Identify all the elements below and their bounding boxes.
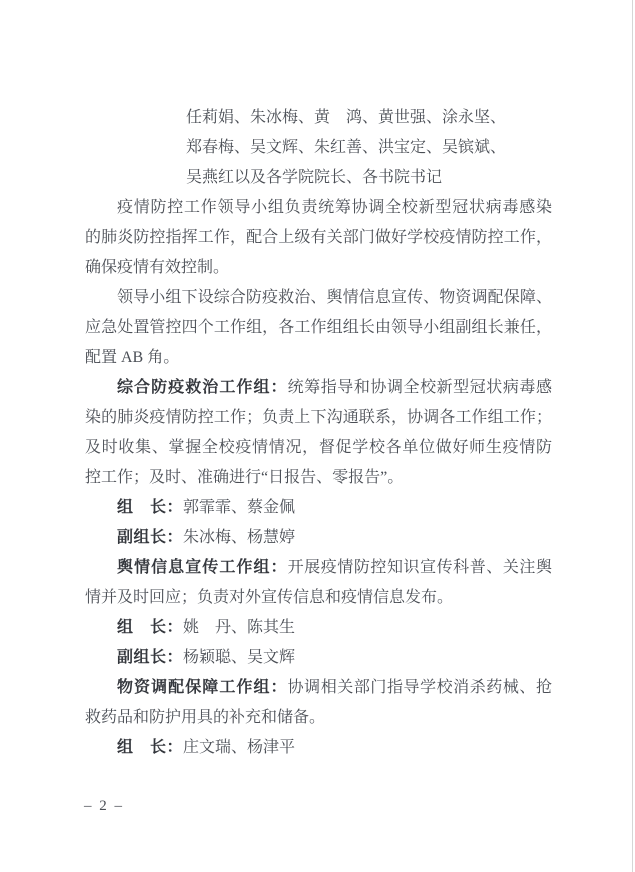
text-line xyxy=(85,223,552,253)
text-line xyxy=(85,193,552,223)
text-run: 朱冰梅、杨慧婷 xyxy=(183,529,296,546)
text-run: 确保疫情有效控制。 xyxy=(85,259,230,276)
text-line xyxy=(85,343,552,373)
group-label-bold: 舆情信息宣传工作组： xyxy=(117,559,288,576)
text-run: 开展疫情防控知识宣传科普、关注舆 xyxy=(287,559,552,576)
text-line xyxy=(85,433,552,463)
text-line xyxy=(85,373,552,403)
text-run: 疫情防控工作领导小组负责统筹协调全校新型冠状病毒感染 xyxy=(117,199,552,216)
text-run: 控工作；及时、准确进行“日报告、零报告”。 xyxy=(85,469,404,486)
page-number: – 2 – xyxy=(84,798,124,814)
text-line xyxy=(85,643,552,673)
text-line xyxy=(85,403,552,433)
text-line xyxy=(85,673,552,703)
text-run: 救药品和防护用具的补充和储备。 xyxy=(85,709,326,726)
text-line xyxy=(85,133,552,163)
group-label-bold: 副组长： xyxy=(117,529,184,546)
document-text-block xyxy=(85,103,552,763)
text-line xyxy=(85,703,552,733)
text-line xyxy=(85,553,552,583)
text-line xyxy=(85,103,552,133)
text-run: 郑春梅、吴文辉、朱红善、洪宝定、吴镔斌、 xyxy=(186,139,507,156)
text-run: 统筹指导和协调全校新型冠状病毒感 xyxy=(287,379,552,396)
text-run: 姚 丹、陈其生 xyxy=(183,619,296,636)
text-run: 的肺炎防控指挥工作，配合上级有关部门做好学校疫情防控工作， xyxy=(85,229,552,246)
text-line xyxy=(85,253,552,283)
group-label-bold: 组 长： xyxy=(117,739,184,756)
text-run: 领导小组下设综合防疫救治、舆情信息宣传、物资调配保障、 xyxy=(117,289,552,306)
group-label-bold: 组 长： xyxy=(117,499,184,516)
text-line xyxy=(85,583,552,613)
text-line xyxy=(85,733,552,763)
text-run: 应急处置管控四个工作组，各工作组组长由领导小组副组长兼任， xyxy=(85,319,552,336)
group-label-bold: 组 长： xyxy=(117,619,184,636)
text-run: 任莉娟、朱冰梅、黄 鸿、黄世强、涂永坚、 xyxy=(186,109,507,126)
text-run: 郭霏霏、蔡金佩 xyxy=(183,499,296,516)
page-edge-line xyxy=(632,0,633,872)
text-line xyxy=(85,493,552,523)
text-line xyxy=(85,463,552,493)
text-run: 及时收集、掌握全校疫情情况，督促学校各单位做好师生疫情防 xyxy=(85,439,552,456)
text-run: 杨颖聪、吴文辉 xyxy=(183,649,296,666)
text-run: 情并及时回应；负责对外宣传信息和疫情信息发布。 xyxy=(85,589,454,606)
text-line xyxy=(85,523,552,553)
text-line xyxy=(85,283,552,313)
text-line xyxy=(85,313,552,343)
group-label-bold: 副组长： xyxy=(117,649,184,666)
text-run: 协调相关部门指导学校消杀药械、抢 xyxy=(287,679,552,696)
group-label-bold: 物资调配保障工作组： xyxy=(117,679,288,696)
text-run: 染的肺炎疫情防控工作；负责上下沟通联系，协调各工作组工作； xyxy=(85,409,552,426)
text-line xyxy=(85,163,552,193)
text-run: 庄文瑞、杨津平 xyxy=(183,739,296,756)
group-label-bold: 综合防疫救治工作组： xyxy=(117,379,288,396)
text-run: 吴燕红以及各学院院长、各书院书记 xyxy=(186,169,443,186)
text-line xyxy=(85,613,552,643)
text-run: 配置 AB 角。 xyxy=(85,349,180,366)
